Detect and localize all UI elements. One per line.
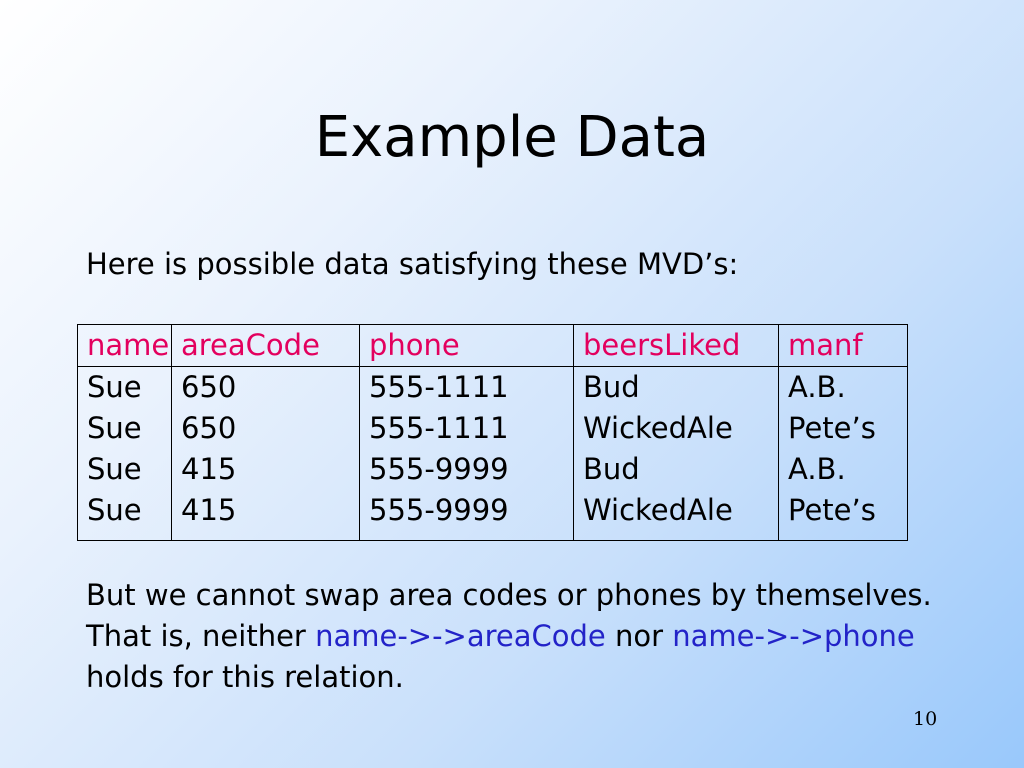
cell-manf: A.B. bbox=[779, 449, 908, 490]
cell-beersliked: WickedAle bbox=[574, 490, 779, 541]
table-row bbox=[78, 449, 908, 490]
cell-beersliked: WickedAle bbox=[574, 408, 779, 449]
header-name: name bbox=[78, 325, 172, 367]
cell-phone: 555-9999 bbox=[360, 449, 574, 490]
cell-areacode: 415 bbox=[172, 490, 360, 541]
cell-phone: 555-1111 bbox=[360, 367, 574, 409]
cell-areacode: 650 bbox=[172, 408, 360, 449]
conclusion-line-2-start: That is, neither bbox=[86, 619, 316, 653]
cell-phone: 555-1111 bbox=[360, 408, 574, 449]
cell-phone: 555-9999 bbox=[360, 490, 574, 541]
table-row bbox=[78, 408, 908, 449]
conclusion-line-2-nor: nor bbox=[605, 619, 673, 653]
cell-manf: Pete’s bbox=[779, 408, 908, 449]
header-areacode: areaCode bbox=[172, 325, 360, 367]
cell-beersliked: Bud bbox=[574, 449, 779, 490]
cell-manf: Pete’s bbox=[779, 490, 908, 541]
cell-name: Sue bbox=[78, 367, 172, 409]
header-phone: phone bbox=[360, 325, 574, 367]
slide-title: Example Data bbox=[314, 105, 710, 170]
conclusion-text bbox=[86, 575, 932, 698]
header-beersliked: beersLiked bbox=[574, 325, 779, 367]
table-row bbox=[78, 490, 908, 541]
mvd-name-phone: name->->phone bbox=[672, 619, 915, 653]
conclusion-line-1: But we cannot swap area codes or phones by themselves. bbox=[86, 578, 932, 612]
page-number: 10 bbox=[913, 708, 938, 730]
cell-manf: A.B. bbox=[779, 367, 908, 409]
table-header-row bbox=[78, 325, 908, 367]
cell-areacode: 650 bbox=[172, 367, 360, 409]
table-row bbox=[78, 367, 908, 409]
conclusion-line-2 bbox=[86, 616, 932, 657]
mvd-name-areacode: name->->areaCode bbox=[315, 619, 606, 653]
cell-name: Sue bbox=[78, 490, 172, 541]
cell-name: Sue bbox=[78, 408, 172, 449]
intro-text: Here is possible data satisfying these MVD’s: bbox=[86, 247, 739, 281]
cell-beersliked: Bud bbox=[574, 367, 779, 409]
cell-name: Sue bbox=[78, 449, 172, 490]
cell-areacode: 415 bbox=[172, 449, 360, 490]
conclusion-line-3: holds for this relation. bbox=[86, 660, 404, 694]
example-data-table bbox=[77, 324, 908, 541]
header-manf: manf bbox=[779, 325, 908, 367]
